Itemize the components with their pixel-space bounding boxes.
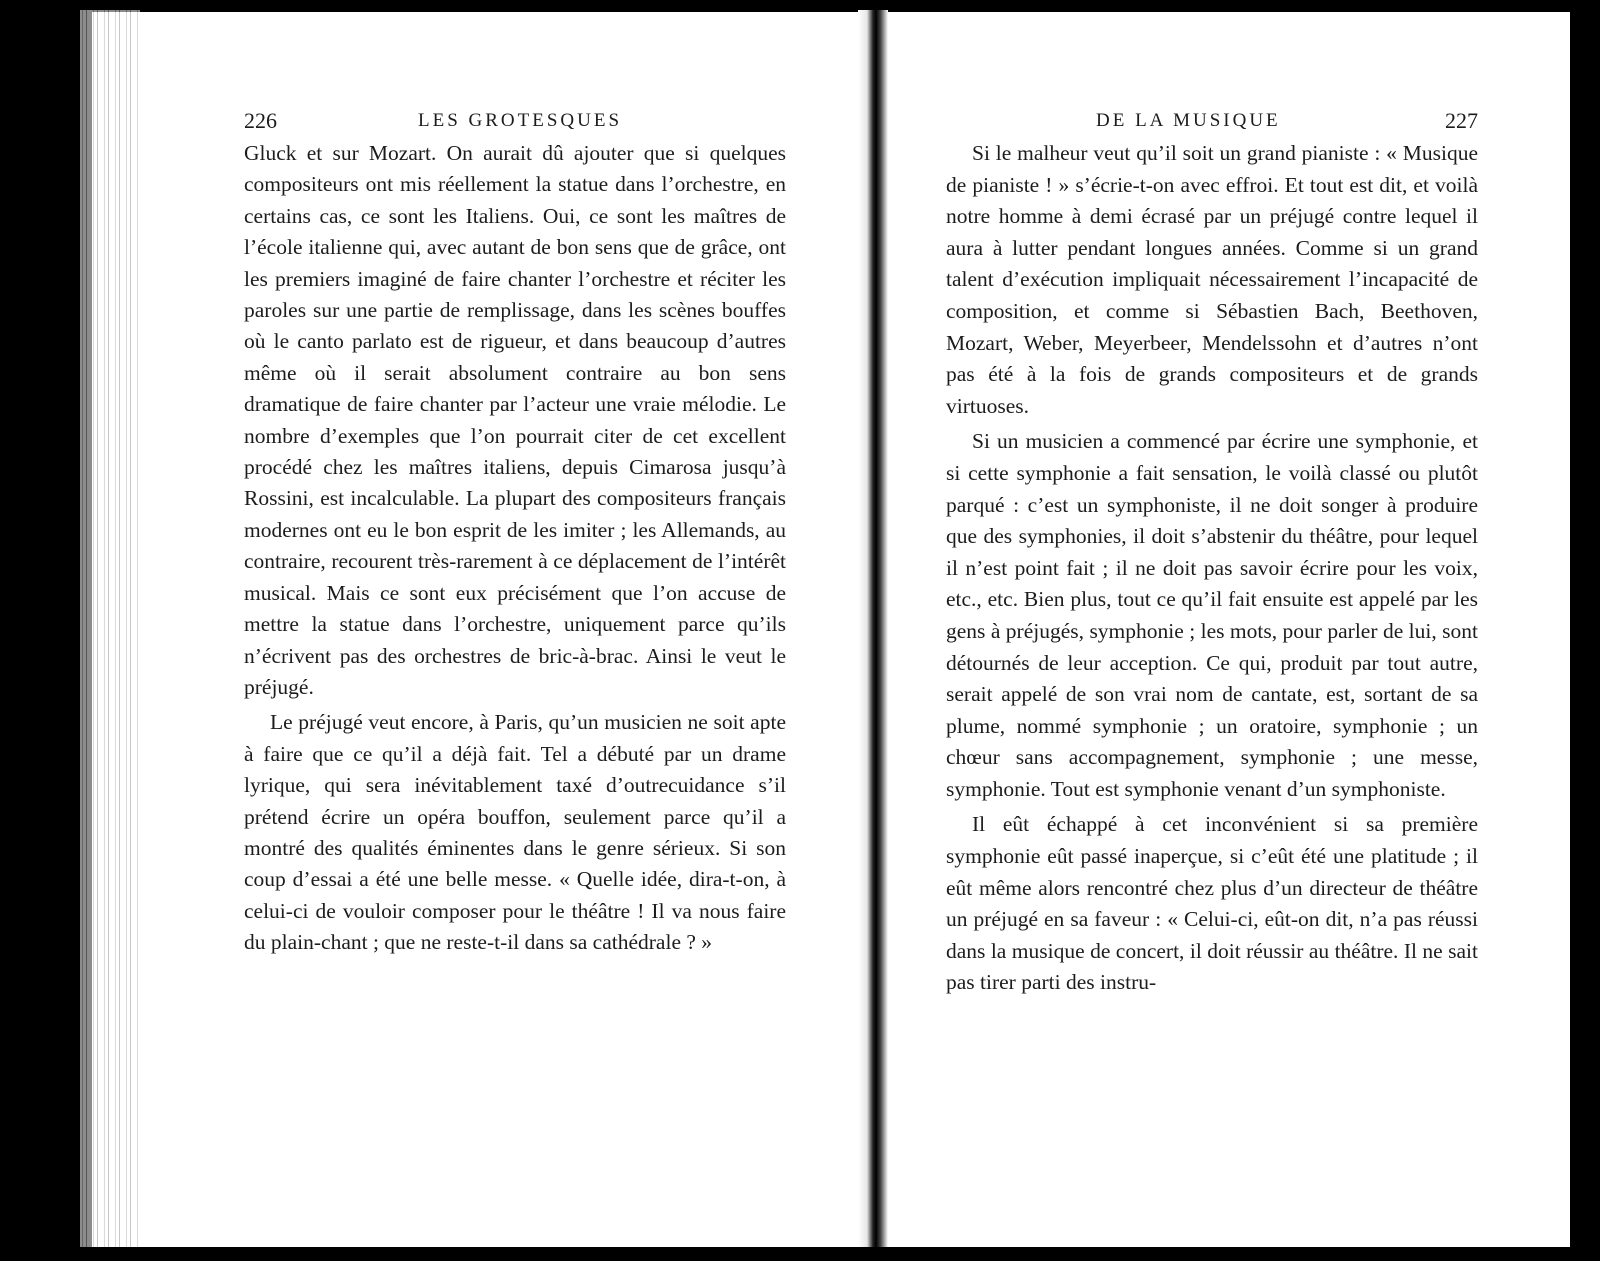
left-page-number: 226 bbox=[244, 108, 277, 133]
right-page-header bbox=[946, 108, 1478, 138]
left-paragraph-1: Gluck et sur Mozart. On aurait dû ajouter que si quelques compositeurs ont mis réellement la statue dans l’orchestre, en certains cas, ce sont les Italiens. Oui, ce sont les maîtres de l’école italienne qui, avec autant de bon sens que de grâce, ont les premiers imaginé de faire chanter l’orchestre et réciter les paroles sur une partie de remplissage, dans les scènes bouffes où le canto parlato est de rigueur, et dans beaucoup d’autres même où il serait absolument contraire au bon sens dramatique de faire chanter par l’acteur une vraie mélodie. Le nombre d’exemples que l’on pourrait citer de cet excellent procédé chez les maîtres italiens, depuis Cimarosa jusqu’à Rossini, est incalculable. La plupart des compositeurs français modernes ont eu le bon esprit de les imiter ; les Allemands, au contraire, recourent très-rarement à ce déplacement de l’intérêt musical. Mais ce sont eux précisément que l’on accuse de mettre la statue dans l’orchestre, uniquement parce qu’ils n’écrivent pas des orchestres de bric-à-brac. Ainsi le veut le préjugé. bbox=[244, 141, 786, 699]
left-paragraph-2: Le préjugé veut encore, à Paris, qu’un musicien ne soit apte à faire que ce qu’il a déjà fait. Tel a débuté par un drame lyrique, qui sera inévitablement taxé d’outrecuidance s’il prétend écrire un opéra bouffon, seulement parce qu’il a montré des qualités éminentes dans le genre sérieux. Si son coup d’essai a été une belle messe. « Quelle idée, dira-t-on, à celui-ci de vouloir composer pour le théâtre ! Il va nous faire du plain-chant ; que ne reste-t-il dans sa cathédrale ? » bbox=[244, 710, 786, 955]
right-page-body bbox=[946, 138, 1478, 999]
page-edge-stack bbox=[80, 10, 140, 1250]
scan-left-border bbox=[0, 0, 92, 1261]
right-page-number: 227 bbox=[1445, 108, 1478, 133]
right-running-title: DE LA MUSIQUE bbox=[1096, 110, 1281, 131]
right-paragraph-3: Il eût échappé à cet inconvénient si sa première symphonie eût passé inaperçue, si c’eût été une platitude ; il eût même alors rencontré chez plus d’un directeur de théâtre un préjugé en sa faveur : « Celui-ci, eût-on dit, n’a pas réussi dans la musique de concert, il doit réussir au théâtre. Il ne sait pas tirer parti des instru- bbox=[946, 812, 1478, 995]
right-paragraph-1: Si le malheur veut qu’il soit un grand pianiste : « Musique de pianiste ! » s’écrie-t-on avec effroi. Et tout est dit, et voilà notre homme à demi écrasé par un préjugé contre lequel il aura à lutter pendant longues années. Comme si un grand talent d’exécution impliquait nécessairement l’incapacité de composition, et comme si Sébastien Bach, Beethoven, Mozart, Weber, Meyerbeer, Mendelssohn et d’autres n’ont pas été à la fois de grands compositeurs et de grands virtuoses. bbox=[946, 141, 1478, 418]
left-page-body bbox=[244, 138, 786, 959]
book-gutter bbox=[858, 10, 888, 1255]
scan-top-border bbox=[0, 0, 1600, 12]
scan-bottom-border bbox=[0, 1247, 1600, 1261]
left-page-header bbox=[244, 108, 786, 138]
left-page bbox=[244, 108, 786, 959]
left-running-title: LES GROTESQUES bbox=[418, 110, 623, 131]
right-paragraph-2: Si un musicien a commencé par écrire une symphonie, et si cette symphonie a fait sensation, le voilà classé ou plutôt parqué : c’est un symphoniste, il ne doit songer à produire que des symphonies, il doit s’abstenir du théâtre, pour lequel il n’est point fait ; il ne doit pas savoir écrire pour les voix, etc., etc. Bien plus, tout ce qu’il fait ensuite est appelé par les gens à préjugés, symphonie ; les mots, pour parler de lui, sont détournés de leur acception. Ce qui, produit par tout autre, serait appelé de son vrai nom de cantate, est, sortant de sa plume, nommé symphonie ; un oratoire, symphonie ; un chœur sans accompagnement, symphonie ; une messe, symphonie. Tout est symphonie venant d’un symphoniste. bbox=[946, 429, 1478, 801]
scan-right-border bbox=[1570, 0, 1600, 1261]
right-page bbox=[946, 108, 1478, 999]
